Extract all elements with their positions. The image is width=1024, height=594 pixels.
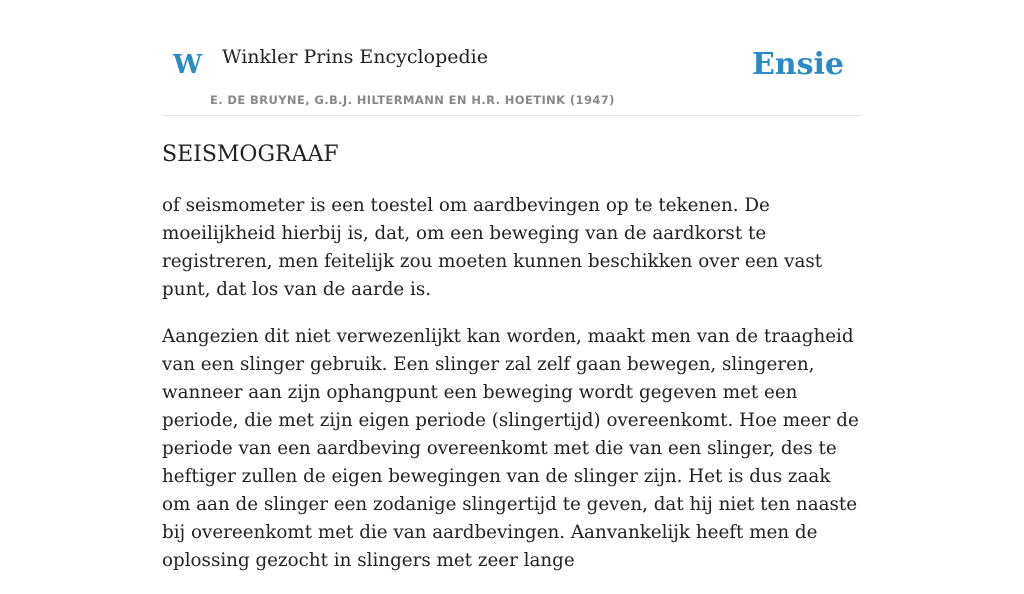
entry-paragraph: Aangezien dit niet verwezenlijkt kan worden, maakt men van de traagheid van een slinger gebruik. Een slinger zal zelf gaan bewegen, slingeren, wanneer aan zijn ophangpunt een beweging wordt gegeven met een periode, die met zijn eigen periode (slingertijd) overeenkomt. Hoe meer de periode van een aardbeving overeenkomt met die van een slinger, des te heftiger zullen de eigen bewegingen van de slinger zijn. Het is dus zaak om aan de slinger een zodanige slingertijd te geven, dat hij niet ten naaste bij overeenkomt met die van aardbevingen. Aanvankelijk heeft men de oplossing gezocht in slingers met zeer lange	[162, 326, 859, 572]
publication-authors: E. DE BRUYNE, G.B.J. HILTERMANN EN H.R. HOETINK (1947)	[210, 93, 615, 107]
encyclopedia-header	[162, 0, 862, 116]
winkler-prins-logo[interactable]: W	[173, 50, 203, 80]
entry-title: SEISMOGRAAF	[162, 142, 339, 167]
article-page	[162, 0, 862, 594]
entry-paragraph: of seismometer is een toestel om aardbevingen op te tekenen. De moeilijkheid hierbij is, dat, om een beweging van de aardkorst te registreren, men feitelijk zou moeten kunnen beschikken over een vast punt, dat los van de aarde is.	[162, 195, 823, 301]
entry-body	[162, 192, 862, 575]
publication-title[interactable]: Winkler Prins Encyclopedie	[222, 46, 488, 68]
ensie-logo[interactable]: Ensie	[751, 47, 844, 82]
